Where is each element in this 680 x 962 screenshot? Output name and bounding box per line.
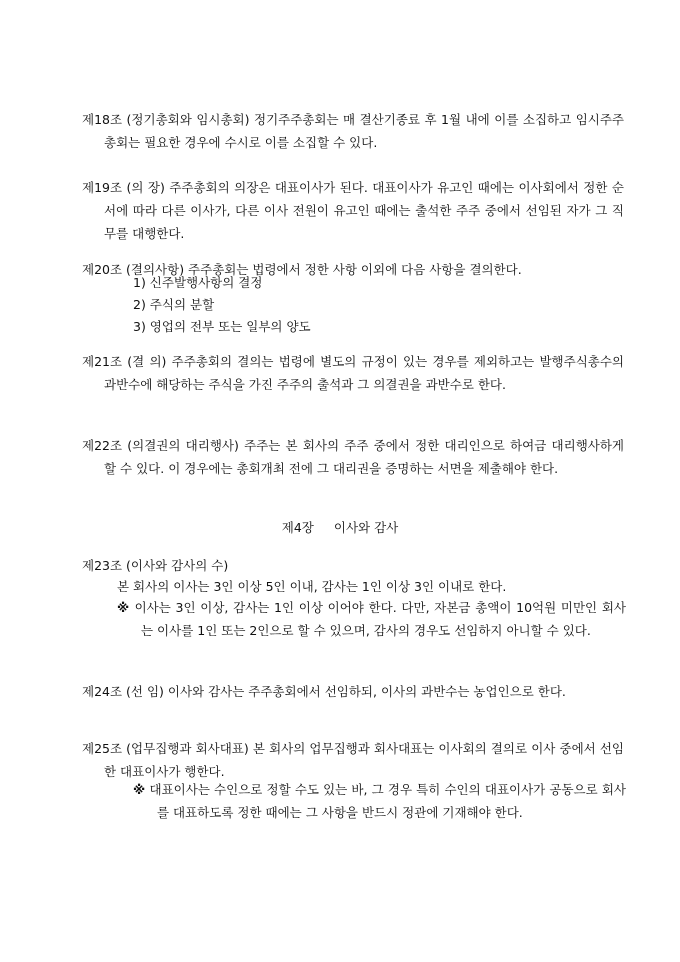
article-25-note (133, 778, 626, 824)
article-20: 제20조 (결의사항) 주주총회는 법령에서 정한 사항 이외에 다음 사항을 결의한다. (82, 262, 522, 277)
article-20-items (133, 272, 311, 338)
article-19: 제19조 (의 장) 주주총회의 의장은 대표이사가 된다. 대표이사가 유고인 때에는 이사회에서 정한 순서에 따라 다른 이사가, 다른 이사 전원이 유고인 때에는 출석한 주주 중에서 선임된 자가 그 직무를 대행한다. (82, 180, 624, 241)
list-item: 3) 영업의 전부 또는 일부의 양도 (133, 319, 311, 334)
list-item: 1) 신주발행사항의 결정 (133, 275, 263, 290)
note-mark-icon: ※ (133, 782, 146, 797)
note-mark-icon: ※ (117, 600, 130, 615)
article-25: 제25조 (업무집행과 회사대표) 본 회사의 업무집행과 회사대표는 이사회의 결의로 이사 중에서 선임한 대표이사가 행한다. (82, 741, 624, 779)
list-item: 2) 주식의 분할 (133, 297, 215, 312)
article-25-note-text: 대표이사는 수인으로 정할 수도 있는 바, 그 경우 특히 수인의 대표이사가 공동으로 회사를 대표하도록 정한 때에는 그 사항을 반드시 정관에 기재해야 한다. (149, 782, 627, 820)
chapter-number: 제4장 (281, 520, 314, 535)
article-21: 제21조 (결 의) 주주총회의 결의는 법령에 별도의 규정이 있는 경우를 제외하고는 발행주식총수의 과반수에 해당하는 주식을 가진 주주의 출석과 그 의결권을 과반수로 한다. (82, 354, 624, 392)
chapter-heading (0, 516, 680, 539)
article-23-title: 제23조 (이사와 감사의 수) (82, 558, 229, 573)
article-24: 제24조 (선 임) 이사와 감사는 주주총회에서 선임하되, 이사의 과반수는 농업인으로 한다. (82, 684, 566, 699)
chapter-title: 이사와 감사 (333, 520, 399, 535)
article-22: 제22조 (의결권의 대리행사) 주주는 본 회사의 주주 중에서 정한 대리인으로 하여금 대리행사하게 할 수 있다. 이 경우에는 총회개최 전에 그 대리권을 증명하는 서면을 제출해야 한다. (82, 438, 624, 476)
article-18: 제18조 (정기총회와 임시총회) 정기주주총회는 매 결산기종료 후 1월 내에 이를 소집하고 임시주주총회는 필요한 경우에 수시로 이를 소집할 수 있다. (82, 112, 624, 150)
article-23-note-text: 이사는 3인 이상, 감사는 1인 이상 이어야 한다. 다만, 자본금 총액이 10억원 미만인 회사는 이사를 1인 또는 2인으로 할 수 있으며, 감사의 경우도 선임하지 아니할 수 있다. (134, 600, 626, 638)
article-23-body: 본 회사의 이사는 3인 이상 5인 이내, 감사는 1인 이상 3인 이내로 한다. (117, 579, 507, 594)
article-23-note (117, 596, 626, 642)
